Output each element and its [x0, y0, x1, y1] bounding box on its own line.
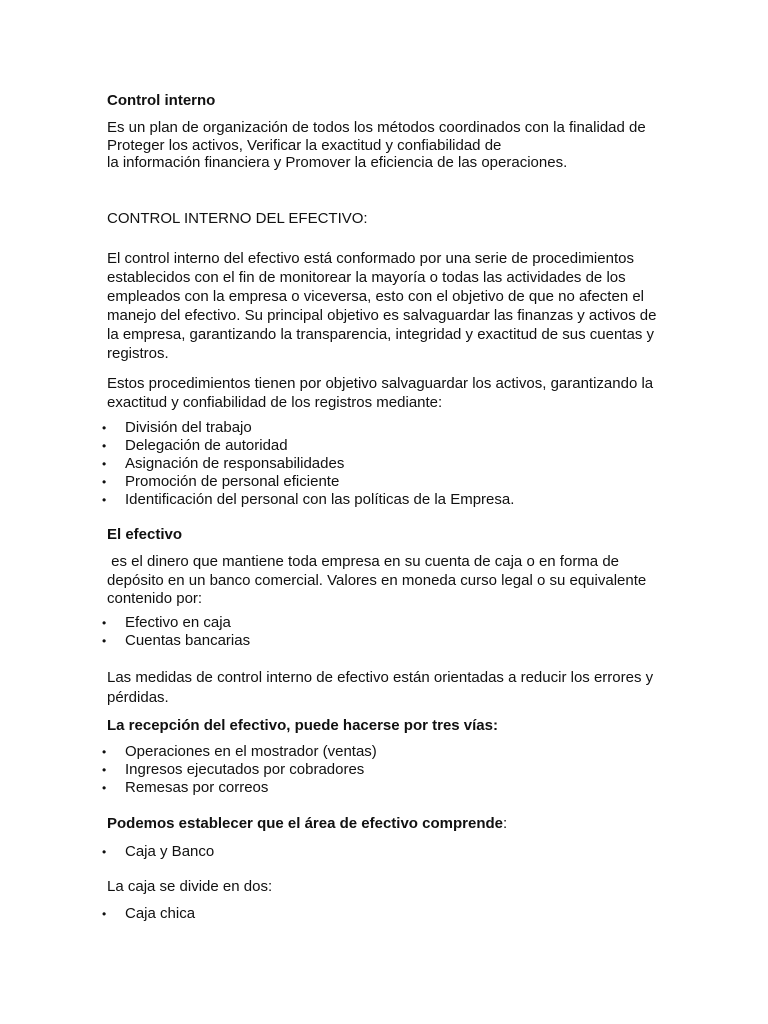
heading-area-efectivo [107, 815, 507, 834]
bullet-icon: • [102, 745, 107, 759]
bullet-icon: • [102, 475, 107, 489]
list-area [102, 843, 215, 861]
paragraph-caja: La caja se divide en dos: [107, 878, 273, 895]
list-item-label: División del trabajo [125, 419, 252, 436]
text-line: Es un plan de organización de todos los métodos coordinados con la finalidad de [107, 119, 646, 136]
bullet-icon: • [102, 907, 107, 921]
list-item-label: Promoción de personal eficiente [125, 473, 340, 490]
heading-control-interno-efectivo: CONTROL INTERNO DEL EFECTIVO: [107, 210, 368, 227]
list-item [102, 632, 251, 650]
paragraph-efectivo [107, 553, 646, 609]
text-line: contenido por: [107, 590, 203, 607]
list-item-label: Efectivo en caja [125, 614, 231, 631]
list-item [102, 743, 377, 761]
text-line: la empresa, garantizando la transparencia, integridad y exactitud de sus cuentas y [107, 326, 654, 343]
list-item [102, 761, 377, 779]
paragraph-definition [107, 119, 646, 172]
list-item [102, 419, 514, 437]
list-contenido [102, 614, 251, 650]
list-procedimientos [102, 419, 515, 509]
list-item-label: Remesas por correos [125, 779, 269, 796]
heading-el-efectivo: El efectivo [107, 526, 183, 543]
text-line: pérdidas. [107, 689, 169, 706]
list-caja [102, 905, 196, 923]
list-item-label: Operaciones en el mostrador (ventas) [125, 743, 377, 760]
list-item-label: Caja chica [125, 905, 196, 922]
heading-area-efectivo-colon: : [503, 815, 508, 832]
list-item-label: Delegación de autoridad [125, 437, 288, 454]
text-line: Estos procedimientos tienen por objetivo salvaguardar los activos, garantizando la [107, 375, 654, 392]
list-item [102, 473, 514, 491]
bullet-icon: • [102, 634, 107, 648]
list-item-label: Asignación de responsabilidades [125, 455, 345, 472]
list-item-label: Cuentas bancarias [125, 632, 251, 649]
bullet-icon: • [102, 421, 107, 435]
paragraph-procedimientos [107, 375, 653, 412]
list-item [102, 905, 196, 923]
heading-recepcion: La recepción del efectivo, puede hacerse por tres vías: [107, 717, 498, 734]
list-item [102, 491, 515, 509]
text-line: registros. [107, 345, 169, 362]
bullet-icon: • [102, 493, 107, 507]
list-item [102, 779, 377, 797]
text-line: es el dinero que mantiene toda empresa en su cuenta de caja o en forma de [107, 553, 619, 570]
paragraph-control-efectivo [107, 249, 656, 363]
heading-area-efectivo-text: Podemos establecer que el área de efectivo comprende [107, 815, 503, 832]
text-line: depósito en un banco comercial. Valores en moneda curso legal o su equivalente [107, 571, 647, 589]
paragraph-medidas [107, 668, 653, 708]
text-line: la información financiera y Promover la eficiencia de las operaciones. [107, 154, 568, 171]
list-item [102, 843, 215, 861]
bullet-icon: • [102, 845, 107, 859]
list-item-label: Ingresos ejecutados por cobradores [125, 761, 365, 778]
text-line: Las medidas de control interno de efectivo están orientadas a reducir los errores y [107, 669, 654, 686]
bullet-icon: • [102, 616, 107, 630]
heading-control-interno: Control interno [107, 92, 216, 109]
bullet-icon: • [102, 457, 107, 471]
list-recepcion [102, 743, 377, 797]
text-line: manejo del efectivo. Su principal objetivo es salvaguardar las finanzas y activos de [107, 307, 657, 324]
text-line: empleados con la empresa o viceversa, esto con el objetivo de que no afecten el [107, 288, 644, 305]
list-item [102, 455, 514, 473]
list-item-label: Caja y Banco [125, 843, 215, 860]
list-item [102, 614, 250, 632]
bullet-icon: • [102, 439, 107, 453]
bullet-icon: • [102, 763, 107, 777]
text-line: exactitud y confiabilidad de los registros mediante: [107, 393, 443, 411]
text-line: Proteger los activos, Verificar la exactitud y confiabilidad de [107, 136, 502, 154]
list-item [102, 437, 514, 455]
list-item-label: Identificación del personal con las políticas de la Empresa. [125, 491, 515, 508]
text-line: establecidos con el fin de monitorear la mayoría o todas las actividades de los [107, 269, 626, 286]
text-line: El control interno del efectivo está conformado por una serie de procedimientos [107, 250, 634, 267]
bullet-icon: • [102, 781, 107, 795]
